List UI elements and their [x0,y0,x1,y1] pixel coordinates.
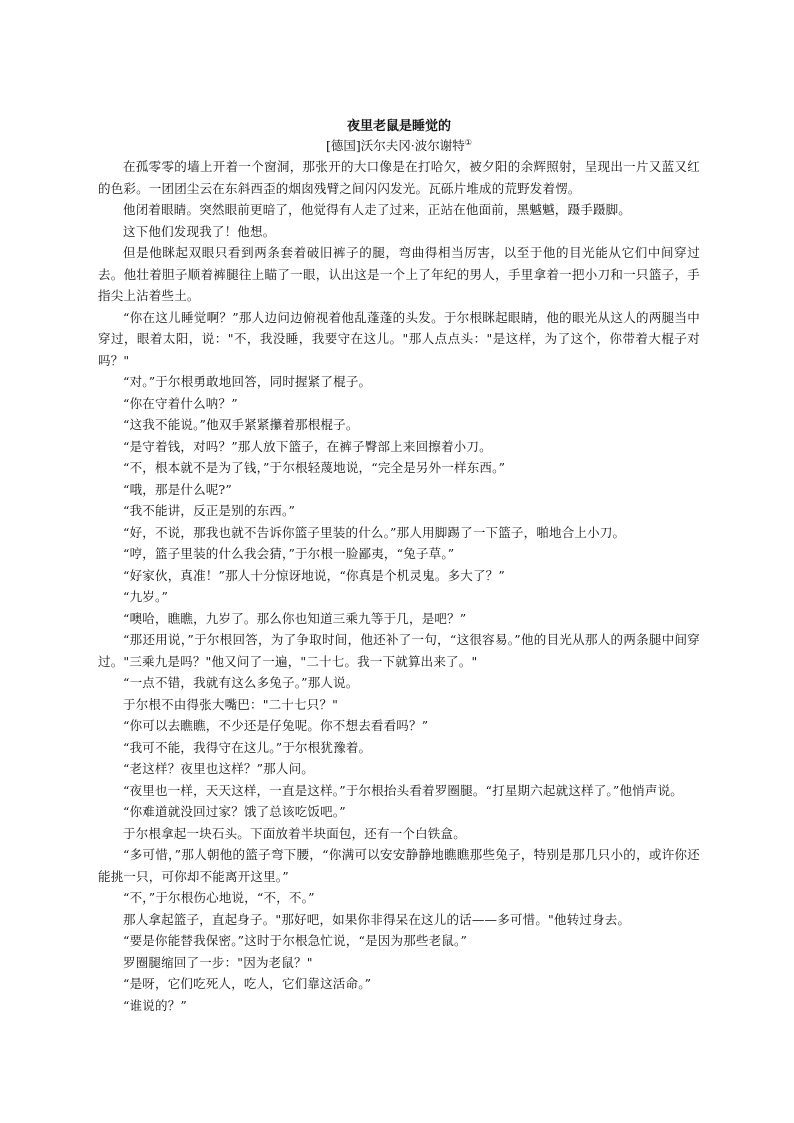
paragraph: “这我不能说。”他双手紧紧攥着那根棍子。 [123,417,359,432]
paragraph: “好，不说，那我也就不告诉你篮子里装的什么。”那人用脚踢了一下篮子，啪地合上小刀。 [123,524,626,540]
paragraph: 于尔根不由得张大嘴巴："二十七只？" [123,696,339,712]
paragraph: “是呀，它们吃死人，吃人，它们靠这活命。” [123,976,372,991]
paragraph: “多可惜，”那人朝他的篮子弯下腰，“你满可以安安静静地瞧瞧那些兔子，特别是那几只小的，或许你还能挑一只，可你却不能离开这里。” [98,847,700,884]
paragraph: “对。”于尔根勇敢地回答，同时握紧了棍子。 [123,374,372,389]
paragraph: “那还用说，”于尔根回答，为了争取时间，他还补了一句，“这很容易。”他的目光从那人的两条腿中间穿过。"三乘九是吗？"他又问了一遍，"二十七。我一下就算出来了。" [98,632,700,669]
footnote-marker: ① [464,137,472,147]
paragraph: “我可不能，我得守在这儿。”于尔根犹豫着。 [123,739,372,755]
paragraph: 罗圈腿缩回了一步："因为老鼠？" [123,954,313,970]
story-title: 夜里老鼠是睡觉的 [346,119,451,134]
paragraph: “要是你能替我保密。”这时于尔根急忙说，“是因为那些老鼠。” [123,933,468,948]
paragraph: 那人拿起篮子，直起身子。"那好吧，如果你非得呆在这儿的话——多可惜。"他转过身去。 [123,911,631,927]
paragraph: “九岁。” [123,589,169,604]
story-byline [98,136,700,156]
paragraph: 他闭着眼睛。突然眼前更暗了，他觉得有人走了过来，正站在他面前，黑魆魆，蹑手蹑脚。 [123,202,632,217]
paragraph: “我不能讲，反正是别的东西。” [123,503,296,518]
story-body [98,156,700,1016]
document-page [98,118,700,1016]
paragraph: 这下他们发现我了！他想。 [123,223,276,239]
paragraph: “你在这儿睡觉啊？”那人边问边俯视着他乱蓬蓬的头发。于尔根眯起眼睛，他的眼光从这人的两腿当中穿过，眼着太阳，说："不，我没睡，我要守在这儿。"那人点点头："是这样，为了这个，你带着大棍子对吗？" [98,309,700,368]
paragraph: 于尔根拿起一块石头。下面放着半块面包，还有一个白铁盒。 [123,825,466,841]
paragraph: 但是他眯起双眼只看到两条套着破旧裤子的腿，弯曲得相当厉害，以至于他的目光能从它们中间穿过去。他壮着胆子顺着裤腿往上瞄了一眼，认出这是一个上了年纪的男人，手里拿着一把小刀和一只篮子，手指尖上沾着些土。 [98,245,700,303]
paragraph: “是守着钱，对吗？”那人放下篮子，在裤子臀部上来回擦着小刀。 [123,438,492,454]
paragraph: “哼，篮子里装的什么我会猜，”于尔根一脸鄙夷，“兔子草。” [123,546,455,561]
paragraph: “谁说的？” [123,997,187,1013]
paragraph: “好家伙，真准！”那人十分惊讶地说，“你真是个机灵鬼。多大了？” [123,567,505,583]
paragraph: “不，根本就不是为了钱，”于尔根轻蔑地说，“完全是另外一样东西。” [123,460,506,475]
paragraph: “你可以去瞧瞧，不少还是仔兔呢。你不想去看看吗？” [123,718,429,733]
paragraph: 在孤零零的墙上开着一个窗洞，那张开的大口像是在打哈欠，被夕阳的余辉照射，呈现出一片又蓝又红的色彩。一团团尘云在东斜西歪的烟囱残臂之间闪闪发光。瓦砾片堆成的荒野发着愣。 [98,159,700,196]
author-line: [德国]沃尔夫冈·波尔谢特 [326,138,465,153]
paragraph: “老这样？夜里也这样？”那人问。 [123,761,314,776]
paragraph: “一点不错，我就有这么多兔子。”那人说。 [123,675,359,690]
paragraph: “你在守着什么呐？” [123,395,238,411]
paragraph: “夜里也一样，天天这样，一直是这样。”于尔根抬头看着罗圈腿。“打星期六起就这样了。”他悄声说。 [123,782,683,798]
paragraph: “不，”于尔根伤心地说，“不，不。” [123,890,315,905]
paragraph: “哦，那是什么呢?” [123,481,232,497]
paragraph: “噢哈，瞧瞧，九岁了。那么你也知道三乘九等于几，是吧？” [123,610,467,626]
paragraph: “你难道就没回过家？饿了总该吃饭吧。” [123,804,346,819]
